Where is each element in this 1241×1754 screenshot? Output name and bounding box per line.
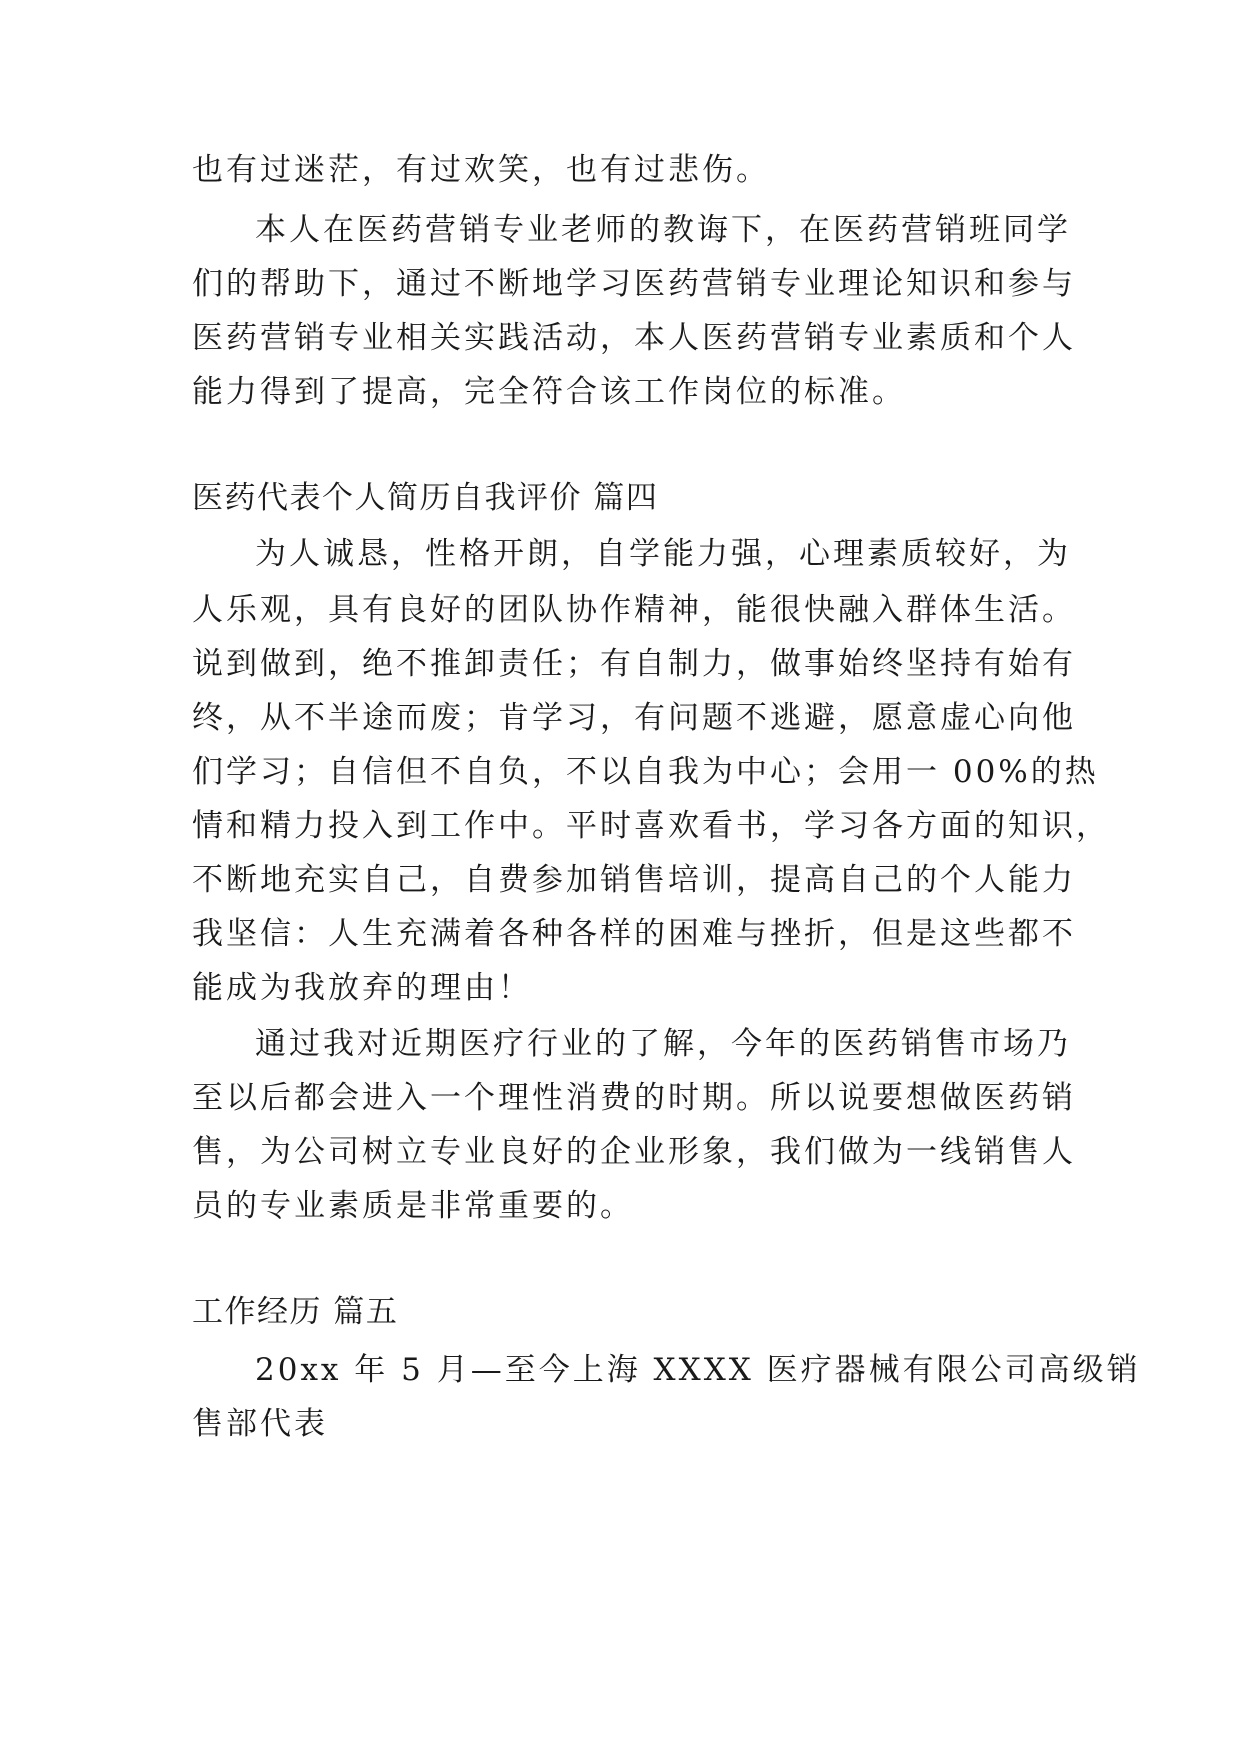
paragraph-line: 本人在医药营销专业老师的教诲下，在医药营销班同学 (255, 212, 1071, 248)
paragraph-line: 也有过迷茫，有过欢笑，也有过悲伤。 (192, 152, 770, 188)
section-heading: 工作经历 篇五 (192, 1294, 399, 1330)
paragraph-line: 20xx 年 5 月—至今上海 XXXX 医疗器械有限公司高级销 (255, 1352, 1141, 1388)
paragraph-line: 情和精力投入到工作中。平时喜欢看书，学习各方面的知识， (192, 808, 1110, 844)
paragraph-line: 们的帮助下，通过不断地学习医药营销专业理论知识和参与 (192, 266, 1076, 302)
paragraph-line: 说到做到，绝不推卸责任；有自制力，做事始终坚持有始有 (192, 646, 1076, 682)
paragraph-line: 能成为我放弃的理由！ (192, 970, 532, 1006)
paragraph-line: 售，为公司树立专业良好的企业形象，我们做为一线销售人 (192, 1134, 1076, 1170)
paragraph-line: 医药营销专业相关实践活动，本人医药营销专业素质和个人 (192, 320, 1076, 356)
section-heading: 医药代表个人简历自我评价 篇四 (192, 480, 659, 516)
paragraph-line: 们学习；自信但不自负，不以自我为中心；会用一 00%的热 (192, 754, 1099, 790)
paragraph-line: 不断地充实自己，自费参加销售培训，提高自己的个人能力 (192, 862, 1076, 898)
paragraph-line: 通过我对近期医疗行业的了解，今年的医药销售市场乃 (255, 1026, 1071, 1062)
paragraph-line: 能力得到了提高，完全符合该工作岗位的标准。 (192, 374, 906, 410)
paragraph-line: 员的专业素质是非常重要的。 (192, 1188, 634, 1224)
paragraph-line: 我坚信：人生充满着各种各样的困难与挫折，但是这些都不 (192, 916, 1076, 952)
paragraph-line: 人乐观，具有良好的团队协作精神，能很快融入群体生活。 (192, 592, 1076, 628)
paragraph-line: 售部代表 (192, 1406, 328, 1442)
paragraph-line: 至以后都会进入一个理性消费的时期。所以说要想做医药销 (192, 1080, 1076, 1116)
paragraph-line: 终，从不半途而废；肯学习，有问题不逃避，愿意虚心向他 (192, 700, 1076, 736)
paragraph-line: 为人诚恳，性格开朗，自学能力强，心理素质较好，为 (255, 536, 1071, 572)
